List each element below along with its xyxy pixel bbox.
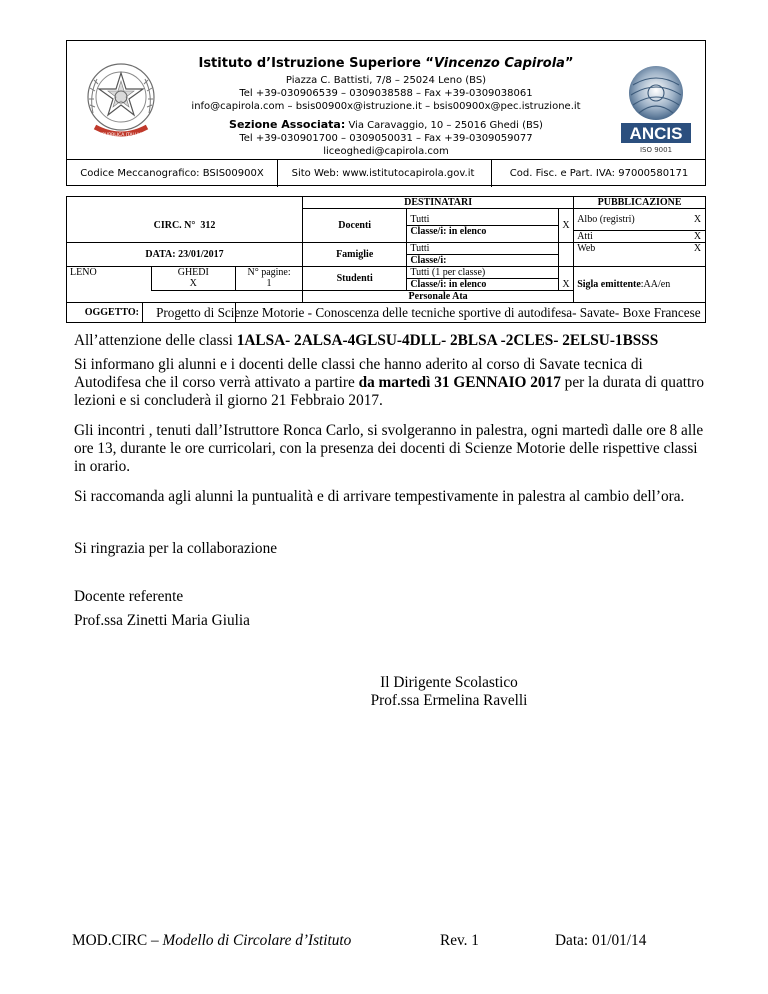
blank-cell <box>67 197 303 209</box>
school-address: Piazza C. Battisti, 7/8 – 25024 Leno (BS) <box>285 75 487 86</box>
circ-number: CIRC. N° 312 <box>67 209 303 243</box>
svg-text:ANCIS: ANCIS <box>629 124 683 143</box>
famiglie-tutti: Tutti <box>407 243 557 255</box>
blank-cell <box>672 209 690 231</box>
famiglie-label: Famiglie <box>303 243 407 267</box>
paragraph-announcement: Si informano gli alunni e i docenti delle classi che hanno aderito al corso di Savate tecnica di Autodifesa che il corso verrà attivato a partire da martedì 31 GENNAIO 2017 per la durata di quattro lezioni e si concluderà il giorno 21 Febbraio 2017. <box>74 356 704 409</box>
sigla-emittente: Sigla emittente:AA/en <box>574 267 706 303</box>
famiglie-classi: Classe/i: <box>410 255 447 266</box>
studenti-tutti: Tutti (1 per classe) <box>407 267 557 279</box>
docenti-label: Docenti <box>303 209 407 243</box>
referent-role: Docente referente <box>74 588 184 605</box>
website: Sito Web: www.istitutocapirola.gov.it <box>291 168 475 179</box>
docenti-mark: X <box>558 209 573 243</box>
oggetto-label: OGGETTO: <box>67 303 143 322</box>
blank-cell <box>558 243 573 267</box>
studenti-mark: X <box>558 267 573 291</box>
paragraph-recommendation: Si raccomanda agli alunni la puntualità e di arrivare tempestivamente in palestra al cambio dell’ora. <box>74 488 685 505</box>
circular-info-table <box>66 196 706 323</box>
attention-line: All’attenzione delle classi 1ALSA- 2ALSA-4GLSU-4DLL- 2BLSA -2CLES- 2ELSU-1BSSS <box>74 332 659 349</box>
location-leno: LENO <box>67 267 152 291</box>
referent-name: Prof.ssa Zinetti Maria Giulia <box>74 612 250 629</box>
pub-web-mark: X <box>690 243 705 267</box>
letterhead <box>66 40 706 186</box>
studenti-options <box>407 267 558 291</box>
pub-atti-mark: X <box>690 231 705 243</box>
pub-atti: Atti <box>574 231 673 243</box>
docenti-options <box>407 209 558 243</box>
branch-phone: Tel +39-030901700 – 0309050031 – Fax +39-0309059077 <box>239 133 533 144</box>
circular-body <box>74 332 704 710</box>
header-info-bar <box>67 159 705 187</box>
docenti-tutti: Tutti <box>407 214 557 226</box>
oggetto-text: Progetto di Scienze Motorie - Conoscenza delle tecniche sportive di autodifesa- Savate- Boxe Francese <box>236 303 706 323</box>
pub-web: Web <box>574 243 673 267</box>
studenti-classi: Classe/i: in elenco <box>410 279 487 290</box>
studenti-label: Studenti <box>303 267 407 291</box>
blank-cell <box>67 291 303 303</box>
principal-signature <box>324 674 574 710</box>
footer-model: MOD.CIRC – Modello di Circolare d’Istituto <box>72 932 352 949</box>
blank-cell <box>672 231 690 243</box>
school-address-block <box>67 74 705 113</box>
pub-albo: Albo (registri) <box>574 209 673 231</box>
ancis-certification-logo-icon <box>619 63 693 155</box>
personale-ata-label: Personale Ata <box>303 291 574 303</box>
location-ghedi: GHEDI X <box>151 267 236 291</box>
school-emails: info@capirola.com – bsis00900x@istruzione.it – bsis00900x@pec.istruzione.it <box>191 101 581 112</box>
footer-revision: Rev. 1 <box>440 932 479 949</box>
blank-cell <box>672 243 690 267</box>
mechanographic-code: Codice Meccanografico: BSIS00900X <box>80 168 264 179</box>
page-count: N° pagine: 1 <box>236 267 303 291</box>
principal-name: Prof.ssa Ermelina Ravelli <box>370 692 528 709</box>
pubblicazione-heading: PUBBLICAZIONE <box>574 197 706 209</box>
tax-code: Cod. Fisc. e Part. IVA: 97000580171 <box>509 168 689 179</box>
svg-text:REPUBBLICA ITALIANA: REPUBBLICA ITALIANA <box>96 133 146 138</box>
thanks-line: Si ringrazia per la collaborazione <box>74 540 278 557</box>
destinatari-heading: DESTINATARI <box>303 197 574 209</box>
school-name: Istituto d’Istruzione Superiore “Vincenzo Capirola” <box>198 56 574 71</box>
branch-email: liceoghedi@capirola.com <box>323 146 449 157</box>
pub-albo-mark: X <box>690 209 705 231</box>
branch-block <box>67 118 705 158</box>
school-phone: Tel +39-030906539 – 0309038588 – Fax +39-0309038061 <box>239 88 533 99</box>
paragraph-schedule: Gli incontri , tenuti dall’Istruttore Ronca Carlo, si svolgeranno in palestra, ogni martedì dalle ore 8 alle ore 13, durante le ore curricolari, con la presenza dei docenti di Scienze Motorie delle rispettive classi in orario. <box>74 422 704 475</box>
circ-date: DATA: 23/01/2017 <box>67 243 303 267</box>
svg-text:ISO 9001: ISO 9001 <box>639 146 673 154</box>
principal-role: Il Dirigente Scolastico <box>380 674 518 691</box>
famiglie-options <box>407 243 558 267</box>
branch-title: Sezione Associata: Via Caravaggio, 10 – 25016 Ghedi (BS) <box>229 118 543 131</box>
docenti-classi: Classe/i: in elenco <box>410 226 487 237</box>
footer-date: Data: 01/01/14 <box>555 932 647 949</box>
